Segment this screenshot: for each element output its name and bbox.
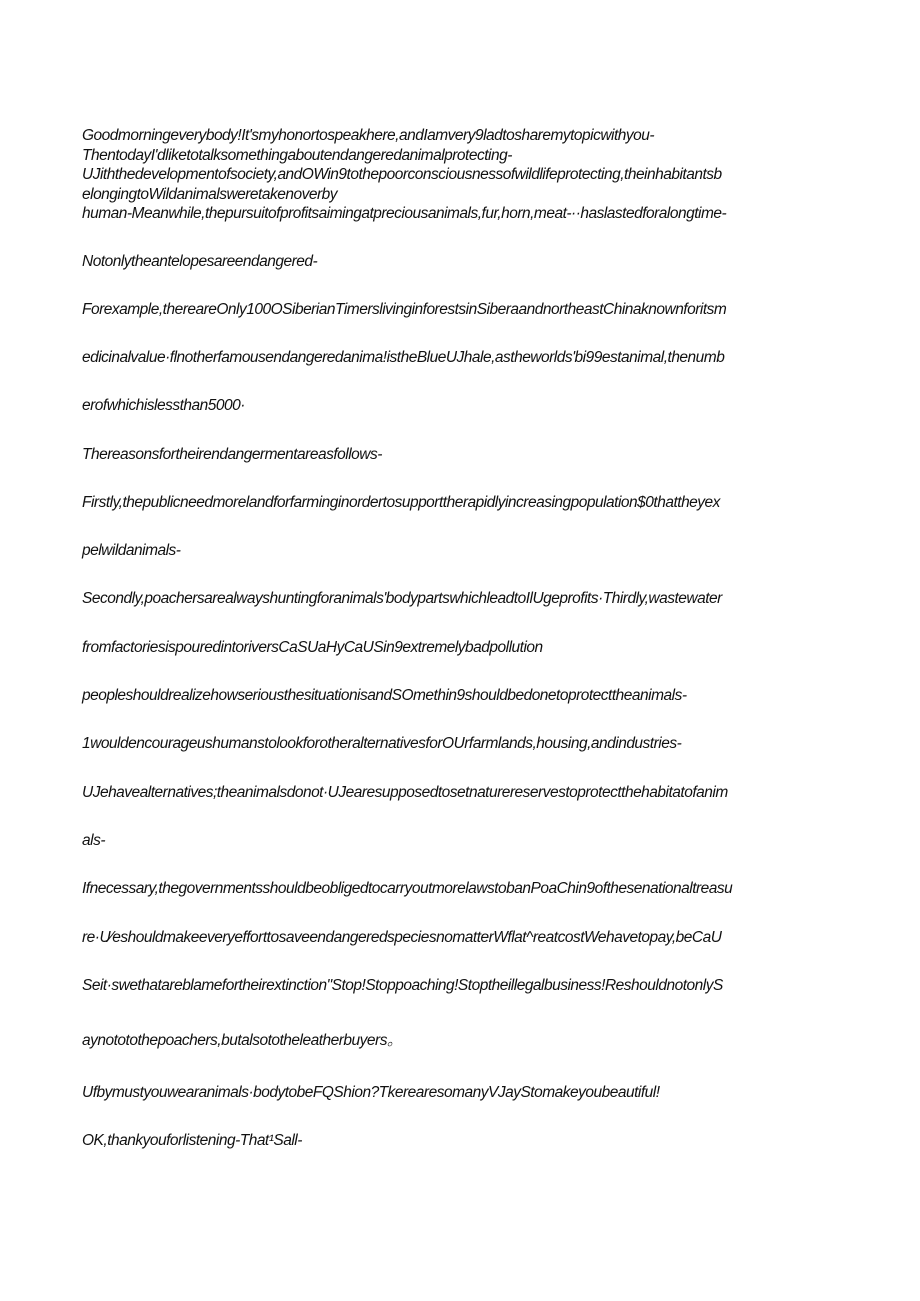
text-line: Firstly,thepublicneedmorelandforfarminginordertosupporttherapidlyincreasingpopulation$0thattheyex [82,494,720,511]
text-line: re·U⁄eshouldmakeeveryefforttosaveendangeredspeciesnomatterWflat^reatcostWehavetopay,beCaU [82,929,722,946]
text-line: ThentodayI'dliketotalksomethingaboutendangeredanimalprotecting- [82,146,512,164]
text-line: Ifnecessary,thegovernmentsshouldbeobligedtocarryoutmorelawstobanPoaChin9ofthesenationaltreasu [82,880,733,897]
text-line: fromfactoriesispouredintoriversCaSUaHyCaUSin9extremelybadpollution [82,639,543,656]
text-line: 1wouldencourageushumanstolookforotheralternativesforOUrfarmlands,housing,andindustries- [82,735,682,752]
text-line: Seit·swethatareblamefortheirextinction"Stop!Stoppoaching!Stoptheillegalbusiness!ReshouldnotonlyS [82,977,723,994]
text-line: UJehavealternatives;theanimalsdonot·UJearesupposedtosetnaturereservestoprotectthehabitatofanim [82,784,728,801]
text-line: human-Meanwhile,thepursuitofprofitsaimingatpreciousanimals,fur,horn,meat-··haslastedforalongtime- [82,205,727,222]
intro-paragraph [82,126,842,224]
text-line: Goodmorningeverybody!It'smyhonortospeakhere,andIamvery9ladtosharemytopicwithyou- [82,127,655,144]
text-line: peopleshouldrealizehowseriousthesituationisandSOmethin9shouldbedonetoprotecttheanimals- [82,687,687,704]
text-line: OK,thankyouforlistening-That¹Sall- [82,1132,302,1149]
text-line: elongingtoWildanimalsweretakenoverby [82,185,337,203]
text-line: pelwildanimals- [82,542,181,559]
text-line: Secondly,poachersarealwayshuntingforanimals'bodypartswhichleadtoIlUgeprofits·Thirdly,wastewater [82,590,722,607]
text-line: Thereasonsfortheirendangermentareasfollows- [82,446,382,463]
text-line: Notonlytheantelopesareendangered- [82,253,318,270]
text-line: Ufbymustyouwearanimals·bodytobeFQShion?TkerearesomanyVJayStomakeyoubeautiful! [82,1084,660,1101]
text-line: edicinalvalue·flnotherfamousendangeredanima!istheBlueUJhale,astheworlds'bi99estanimal,thenumb [82,349,725,366]
text-line: erofwhichislessthan5000· [82,397,245,414]
text-line: UJiththedevelopmentofsociety,andOWin9tothepoorconsciousnessofwildlifeprotecting,theinhabitantsb [82,166,722,183]
text-line: Forexample,thereareOnly100OSiberianTimerslivinginforestsinSiberaandnortheastChinaknownforitsm [82,301,727,318]
text-line: aynototothepoachers,butalsototheleatherbuyers。 [82,1032,402,1049]
text-line: als- [82,832,105,849]
